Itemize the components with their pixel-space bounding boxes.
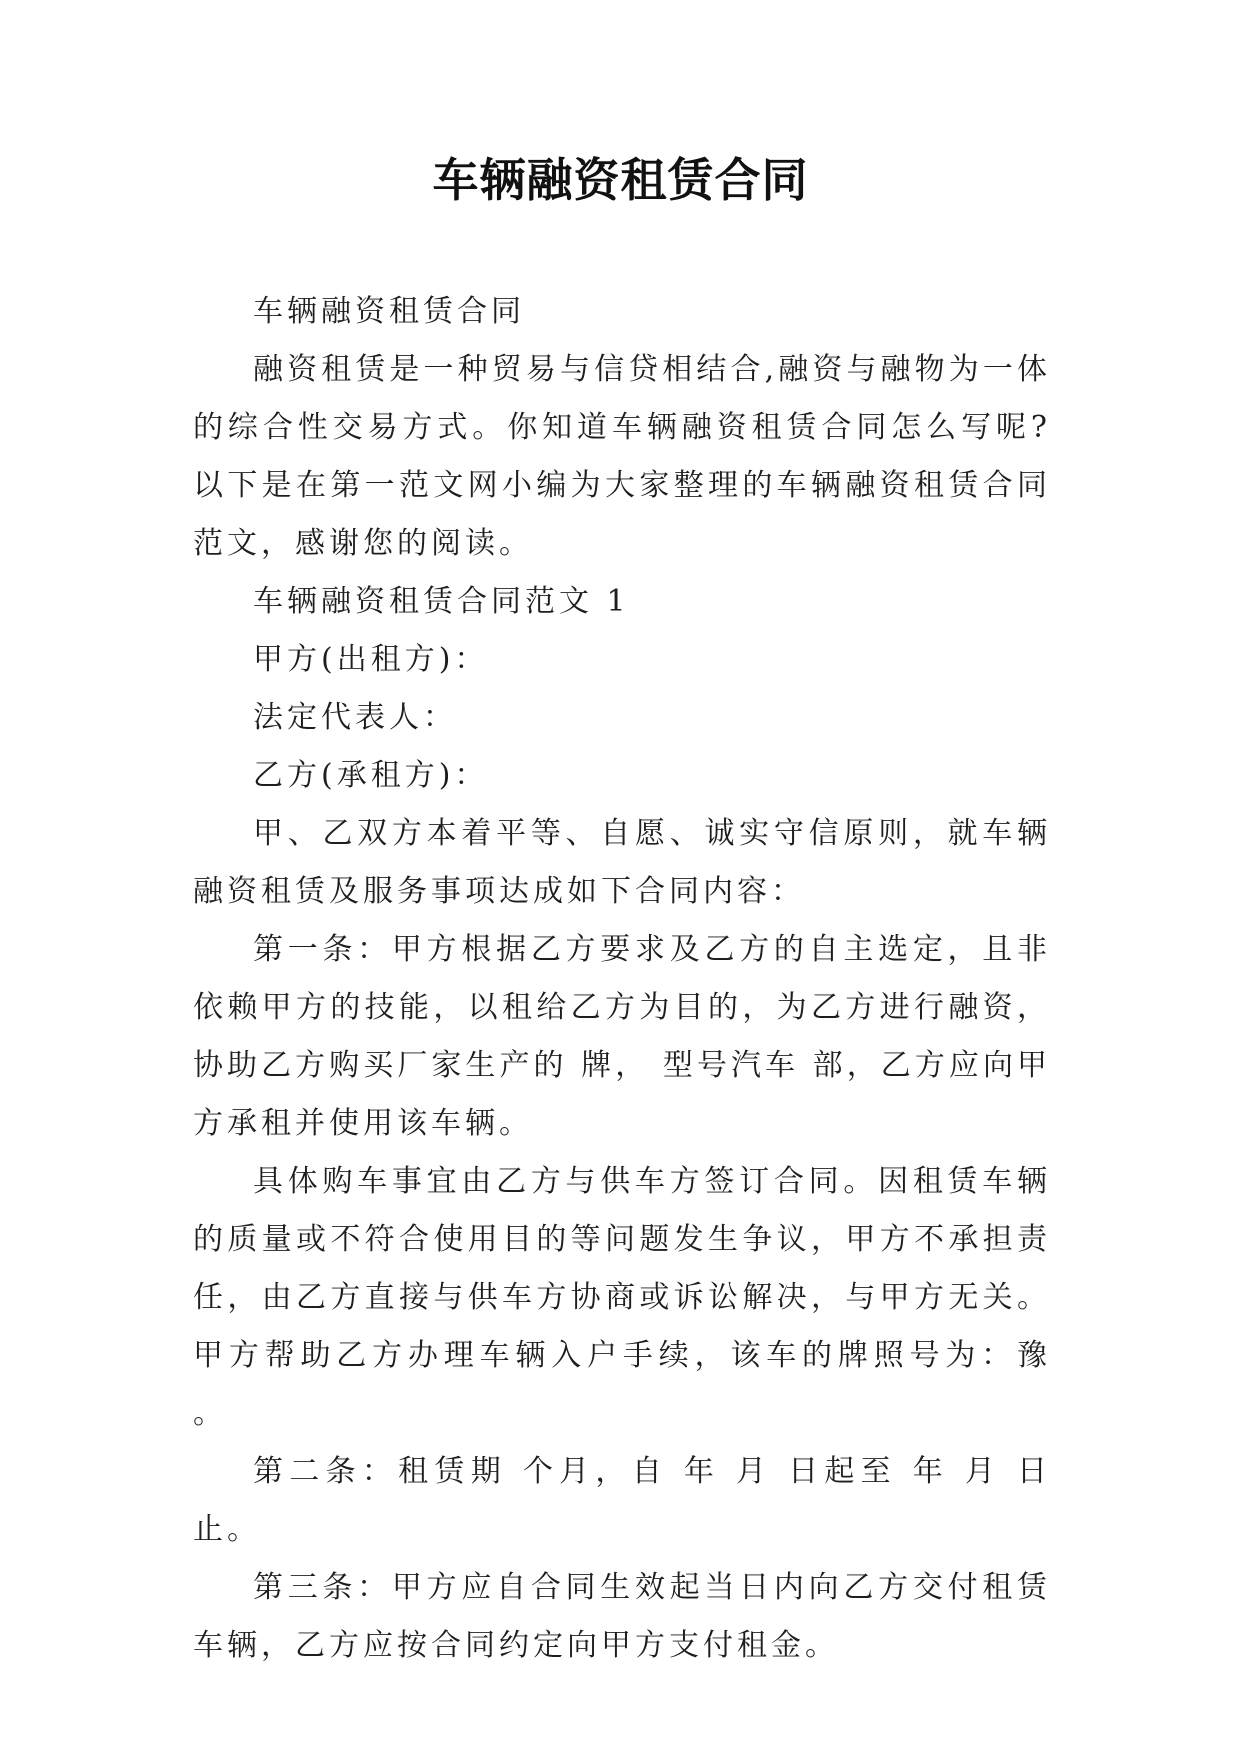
paragraph-intro: 融资租赁是一种贸易与信贷相结合,融资与融物为一体的综合性交易方式。你知道车辆融资租赁合同怎么写呢?以下是在第一范文网小编为大家整理的车辆融资租赁合同范文，感谢您的阅读。 [193,352,1051,561]
paragraph-article-2: 第二条：租赁期 个月，自 年 月 日起至 年 月 日止。 [193,1454,1051,1547]
document-body [193,283,1051,1675]
paragraph-purchase-details: 具体购车事宜由乙方与供车方签订合同。因租赁车辆的质量或不符合使用目的等问题发生争议，甲方不承担责任，由乙方直接与供车方协商或诉讼解决，与甲方无关。甲方帮助乙方办理车辆入户手续，该车的牌照号为：豫 。 [193,1164,1051,1431]
paragraph-preamble: 甲、乙双方本着平等、自愿、诚实守信原则，就车辆融资租赁及服务事项达成如下合同内容： [193,816,1051,909]
paragraph-party-b: 乙方(承租方)： [253,758,489,793]
paragraph-article-1: 第一条：甲方根据乙方要求及乙方的自主选定，且非依赖甲方的技能，以租给乙方为目的，为乙方进行融资，协助乙方购买厂家生产的 牌， 型号汽车 部，乙方应向甲方承租并使用该车辆。 [193,932,1051,1141]
document-title: 车辆融资租赁合同 [432,153,809,207]
paragraph-sample-title: 车辆融资租赁合同范文 1 [253,584,630,619]
paragraph-legal-rep: 法定代表人： [253,700,457,735]
paragraph-heading: 车辆融资租赁合同 [253,294,525,329]
paragraph-article-3: 第三条：甲方应自合同生效起当日内向乙方交付租赁车辆，乙方应按合同约定向甲方支付租金。 [193,1570,1051,1663]
paragraph-party-a: 甲方(出租方)： [253,642,489,677]
